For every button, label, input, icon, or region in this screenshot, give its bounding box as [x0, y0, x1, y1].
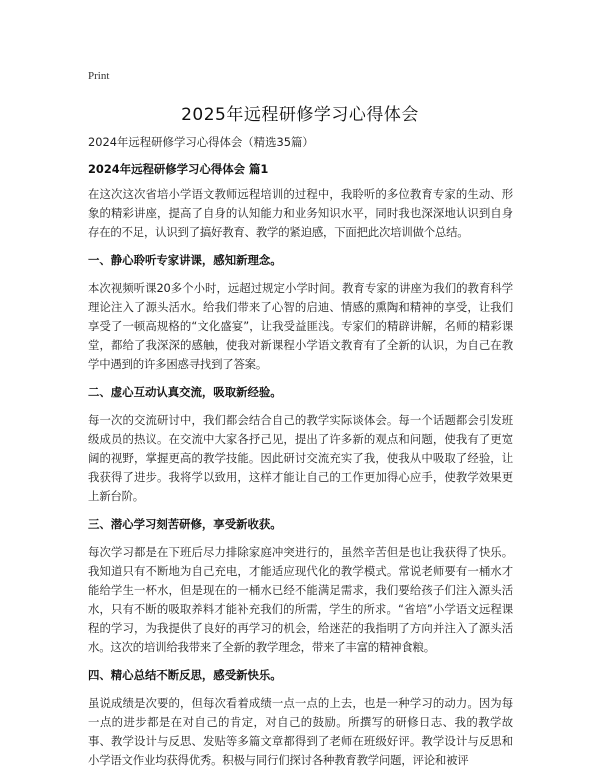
section-paragraph-2: 每一次的交流研讨中，我们都会结合自己的教学实际谈体会。每一个话题都会引发班级成员的热议。在交流中大家各抒己见，提出了许多新的观点和问题，使我有了更宽阔的视野，掌握更高的教学技能。因此研讨交流充实了我，使我从中吸取了经验，让我获得了进步。我将学以致用，这样才能让自己的工作更加得心应手，使教学效果更上新台阶。 — [88, 413, 513, 503]
section-heading-2: 二、虚心互动认真交流，吸取新经验。 — [88, 385, 282, 399]
section-heading-4: 四、精心总结不断反思，感受新快乐。 — [88, 668, 282, 682]
document-body — [88, 133, 513, 776]
print-label[interactable]: Print — [88, 70, 110, 82]
article-title: 2024年远程研修学习心得体会 篇1 — [88, 162, 269, 176]
document-subtitle: 2024年远程研修学习心得体会（精选35篇） — [88, 135, 314, 149]
section-paragraph-4: 虽说成绩是次要的，但每次看着成绩一点一点的上去，也是一种学习的动力。因为每一点的进步都是在对自己的肯定，对自己的鼓励。所撰写的研修日志、我的教学故事、教学设计与反思、发贴等多篇文章都得到了老师在班级好评。教学设计与反思和小学语文作业均获得优秀。积极与同行们探讨各种教育教学问题，评论和被评 — [88, 696, 513, 767]
section-heading-3: 三、潜心学习刻苦研修，享受新收获。 — [88, 517, 282, 531]
section-heading-1: 一、静心聆听专家讲课，感知新理念。 — [88, 253, 282, 267]
section-paragraph-1: 本次视频听课20多个小时，远超过规定小学时间。教育专家的讲座为我们的教育科学理论注入了源头活水。给我们带来了心智的启迪、情感的熏陶和精神的享受，让我们享受了一顿高规格的“文化盛宴”，让我受益匪浅。专家们的精辟讲解，名师的精彩课堂，都给了我深深的感触，使我对新课程小学语文教育有了全新的认识，为自己在教学中遇到的许多困惑寻找到了答案。 — [88, 281, 513, 371]
document-title: 2025年远程研修学习心得体会 — [181, 105, 419, 125]
intro-paragraph: 在这次这次省培小学语文教师远程培训的过程中，我聆听的多位教育专家的生动、形象的精彩讲座，提高了自身的认知能力和业务知识水平，同时我也深深地认识到自身存在的不足，认识到了搞好教育、教学的紧迫感，下面把此次培训做个总结。 — [88, 187, 513, 239]
section-paragraph-3: 每次学习都是在下班后尽力排除家庭冲突进行的，虽然辛苦但是也让我获得了快乐。我知道只有不断地为自己充电，才能适应现代化的教学模式。常说老师要有一桶水才能给学生一杯水，但是现在的一桶水已经不能满足需求，我们要给孩子们注入源头活水，只有不断的吸取养料才能补充我们的所需，学生的所求。“省培”小学语文远程课程的学习，为我提供了良好的再学习的机会，给迷茫的我指明了方向并注入了源头活水。这次的培训给我带来了全新的教学理念，带来了丰富的精神食粮。 — [88, 545, 513, 654]
